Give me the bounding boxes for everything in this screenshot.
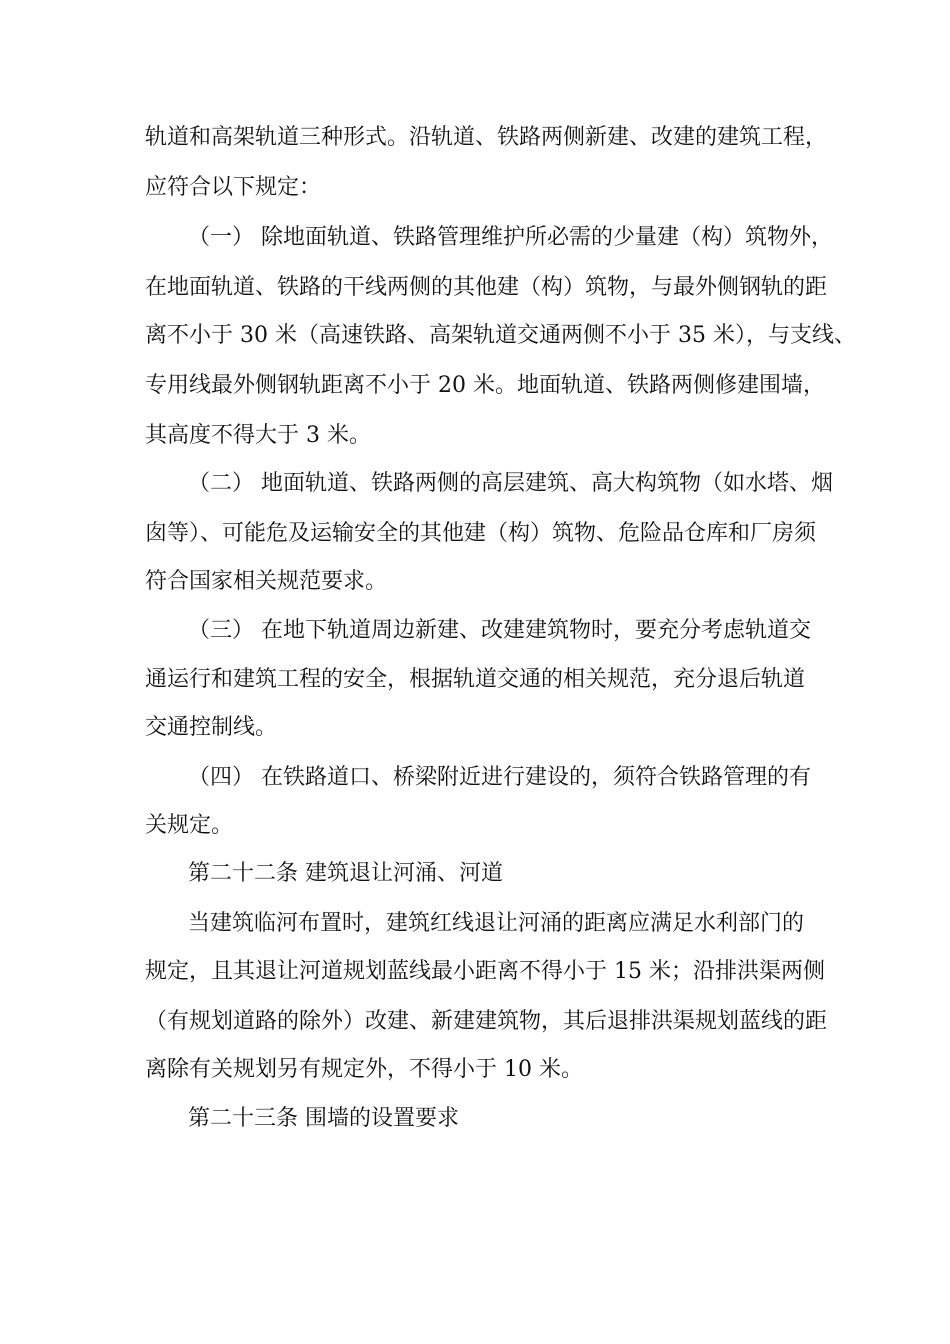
text-line: 离不小于 30 米（高速铁路、高架轨道交通两侧不小于 35 米），与支线、	[145, 323, 856, 348]
text-line: 在地面轨道、铁路的干线两侧的其他建（构）筑物，与最外侧钢轨的距	[145, 275, 828, 300]
text-line: 囱等）、可能危及运输安全的其他建（构）筑物、危险品仓库和厂房须	[145, 521, 817, 546]
clause-2-heading: （二） 地面轨道、铁路两侧的高层建筑、高大构筑物（如水塔、烟	[188, 471, 833, 496]
text-line: 通运行和建筑工程的安全，根据轨道交通的相关规范，充分退后轨道	[145, 667, 806, 692]
clause-1-heading: （一） 除地面轨道、铁路管理维护所必需的少量建（构）筑物外，	[188, 225, 833, 250]
text-line: 当建筑临河布置时，建筑红线退让河涌的距离应满足水利部门的	[188, 911, 805, 936]
article-23-title: 第二十三条 围墙的设置要求	[188, 1106, 459, 1131]
text-line: 专用线最外侧钢轨距离不小于 20 米。地面轨道、铁路两侧修建围墙，	[145, 373, 825, 398]
text-line: 离除有关规划另有规定外，不得小于 10 米。	[145, 1057, 583, 1082]
clause-4-heading: （四） 在铁路道口、桥梁附近进行建设的，须符合铁路管理的有	[188, 765, 811, 790]
text-line: 交通控制线。	[145, 715, 278, 740]
article-22-title: 第二十二条 建筑退让河涌、河道	[188, 861, 503, 886]
text-line: （有规划道路的除外）改建、新建建筑物，其后退排洪渠规划蓝线的距	[145, 1009, 828, 1034]
text-line: 轨道和高架轨道三种形式。沿轨道、铁路两侧新建、改建的建筑工程，	[145, 125, 828, 150]
text-line: 规定，且其退让河道规划蓝线最小距离不得小于 15 米；沿排洪渠两侧	[145, 959, 825, 984]
text-line: 符合国家相关规范要求。	[145, 569, 388, 594]
text-line: 其高度不得大于 3 米。	[145, 423, 371, 448]
text-line: 关规定。	[145, 813, 234, 838]
text-line: 应符合以下规定：	[145, 175, 322, 200]
clause-3-heading: （三） 在地下轨道周边新建、改建建筑物时，要充分考虑轨道交	[188, 618, 811, 643]
